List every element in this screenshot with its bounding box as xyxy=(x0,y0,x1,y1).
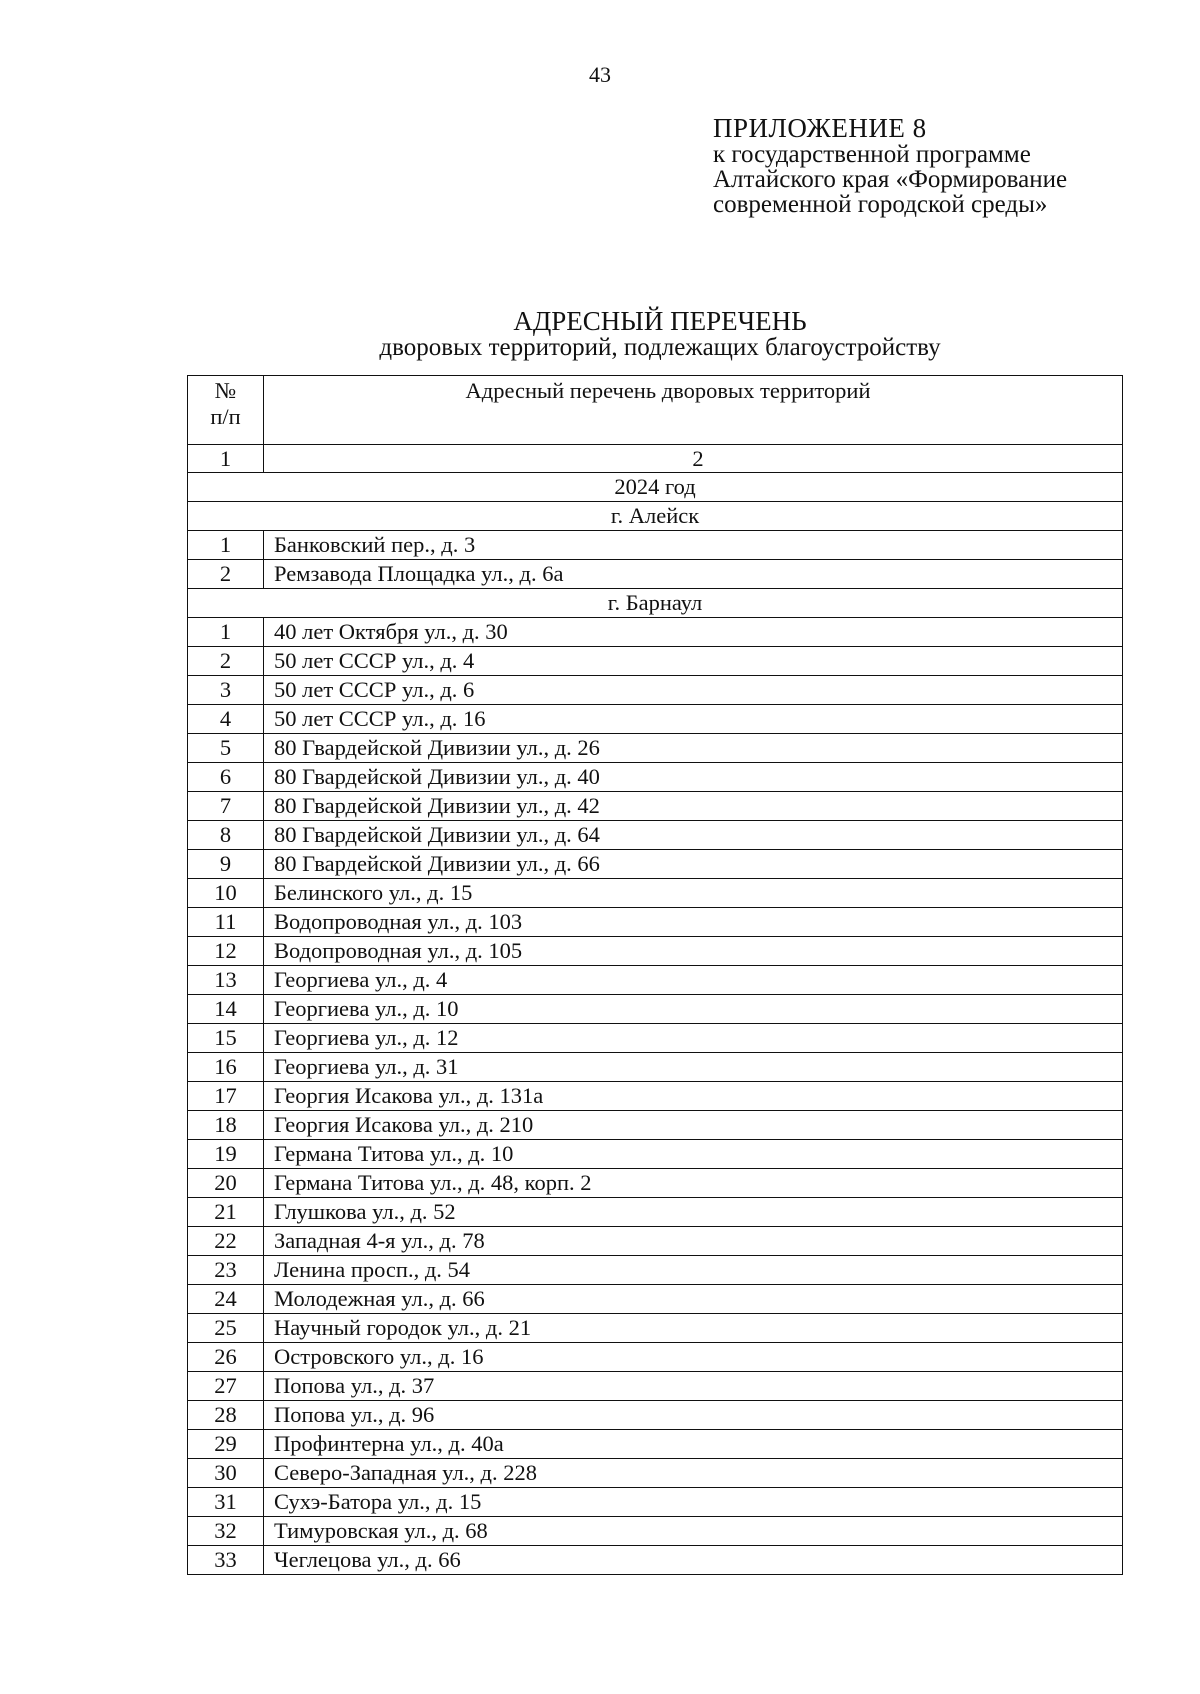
row-address: 80 Гвардейской Дивизии ул., д. 40 xyxy=(264,763,1123,792)
document-title: АДРЕСНЫЙ ПЕРЕЧЕНЬ xyxy=(513,306,807,336)
table-row xyxy=(188,1546,1123,1575)
row-address: Водопроводная ул., д. 103 xyxy=(264,908,1123,937)
row-address: Западная 4-я ул., д. 78 xyxy=(264,1227,1123,1256)
table-row xyxy=(188,1343,1123,1372)
row-address: Попова ул., д. 96 xyxy=(264,1401,1123,1430)
appendix-line: современной городской среды» xyxy=(713,191,1048,218)
row-number: 20 xyxy=(188,1169,264,1198)
table-row xyxy=(188,560,1123,589)
row-number: 2 xyxy=(188,647,264,676)
row-number: 9 xyxy=(188,850,264,879)
row-address: Молодежная ул., д. 66 xyxy=(264,1285,1123,1314)
row-number: 14 xyxy=(188,995,264,1024)
table-row xyxy=(188,1140,1123,1169)
year-label: 2024 год xyxy=(188,473,1123,502)
column-number-1: 1 xyxy=(188,445,264,473)
row-number: 15 xyxy=(188,1024,264,1053)
table-row xyxy=(188,1285,1123,1314)
table-row xyxy=(188,937,1123,966)
table-row xyxy=(188,618,1123,647)
row-number: 33 xyxy=(188,1546,264,1575)
row-address: Георгия Исакова ул., д. 131а xyxy=(264,1082,1123,1111)
table-row xyxy=(188,1372,1123,1401)
row-number: 1 xyxy=(188,531,264,560)
row-number: 4 xyxy=(188,705,264,734)
table-row xyxy=(188,1227,1123,1256)
row-number: 26 xyxy=(188,1343,264,1372)
table-row xyxy=(188,531,1123,560)
row-address: Научный городок ул., д. 21 xyxy=(264,1314,1123,1343)
table-row xyxy=(188,676,1123,705)
row-address: Попова ул., д. 37 xyxy=(264,1372,1123,1401)
row-address: Ленина просп., д. 54 xyxy=(264,1256,1123,1285)
row-address: 80 Гвардейской Дивизии ул., д. 26 xyxy=(264,734,1123,763)
table-row xyxy=(188,1517,1123,1546)
document-subtitle: дворовых территорий, подлежащих благоустройству xyxy=(379,334,941,361)
row-number: 22 xyxy=(188,1227,264,1256)
row-address: Сухэ-Батора ул., д. 15 xyxy=(264,1488,1123,1517)
row-address: 50 лет СССР ул., д. 16 xyxy=(264,705,1123,734)
appendix-block xyxy=(713,114,1183,217)
table-row xyxy=(188,1488,1123,1517)
table-header-row xyxy=(188,376,1123,445)
row-number: 27 xyxy=(188,1372,264,1401)
row-number: 21 xyxy=(188,1198,264,1227)
row-number: 6 xyxy=(188,763,264,792)
table-row xyxy=(188,734,1123,763)
row-address: Георгия Исакова ул., д. 210 xyxy=(264,1111,1123,1140)
row-address: Георгиева ул., д. 4 xyxy=(264,966,1123,995)
appendix-line: Алтайского края «Формирование xyxy=(713,166,1068,193)
appendix-title: ПРИЛОЖЕНИЕ 8 xyxy=(713,113,927,143)
row-number: 31 xyxy=(188,1488,264,1517)
row-address: Северо-Западная ул., д. 228 xyxy=(264,1459,1123,1488)
row-number: 32 xyxy=(188,1517,264,1546)
row-address: Белинского ул., д. 15 xyxy=(264,879,1123,908)
row-number: 29 xyxy=(188,1430,264,1459)
table-row xyxy=(188,1256,1123,1285)
row-address: Георгиева ул., д. 10 xyxy=(264,995,1123,1024)
table-row xyxy=(188,705,1123,734)
table-row xyxy=(188,1314,1123,1343)
table-row xyxy=(188,995,1123,1024)
row-address: 80 Гвардейской Дивизии ул., д. 42 xyxy=(264,792,1123,821)
row-number: 23 xyxy=(188,1256,264,1285)
address-table-body xyxy=(188,376,1123,1575)
row-address: Германа Титова ул., д. 48, корп. 2 xyxy=(264,1169,1123,1198)
row-address: Германа Титова ул., д. 10 xyxy=(264,1140,1123,1169)
row-address: Водопроводная ул., д. 105 xyxy=(264,937,1123,966)
column-header-number xyxy=(188,376,264,445)
row-number: 8 xyxy=(188,821,264,850)
row-address: Георгиева ул., д. 31 xyxy=(264,1053,1123,1082)
table-row xyxy=(188,821,1123,850)
row-number: 1 xyxy=(188,618,264,647)
page-number: 43 xyxy=(589,62,611,87)
row-address: Островского ул., д. 16 xyxy=(264,1343,1123,1372)
city-section-row xyxy=(188,502,1123,531)
table-row xyxy=(188,1198,1123,1227)
row-address: Ремзавода Площадка ул., д. 6а xyxy=(264,560,1123,589)
table-row xyxy=(188,908,1123,937)
city-section-row xyxy=(188,589,1123,618)
table-row xyxy=(188,1169,1123,1198)
row-number: 16 xyxy=(188,1053,264,1082)
table-row xyxy=(188,1459,1123,1488)
row-number: 10 xyxy=(188,879,264,908)
row-number: 5 xyxy=(188,734,264,763)
row-number: 17 xyxy=(188,1082,264,1111)
row-number: 19 xyxy=(188,1140,264,1169)
row-address: 40 лет Октября ул., д. 30 xyxy=(264,618,1123,647)
row-number: 13 xyxy=(188,966,264,995)
row-address: Георгиева ул., д. 12 xyxy=(264,1024,1123,1053)
row-number: 12 xyxy=(188,937,264,966)
table-row xyxy=(188,763,1123,792)
table-row xyxy=(188,647,1123,676)
row-address: Профинтерна ул., д. 40а xyxy=(264,1430,1123,1459)
row-address: 50 лет СССР ул., д. 4 xyxy=(264,647,1123,676)
row-number: 25 xyxy=(188,1314,264,1343)
appendix-line: к государственной программе xyxy=(713,141,1031,168)
table-row xyxy=(188,1111,1123,1140)
row-number: 24 xyxy=(188,1285,264,1314)
column-header-number-symbol: № xyxy=(214,378,237,403)
table-row xyxy=(188,1082,1123,1111)
row-address: Банковский пер., д. 3 xyxy=(264,531,1123,560)
row-address: Тимуровская ул., д. 68 xyxy=(264,1517,1123,1546)
column-header-address: Адресный перечень дворовых территорий xyxy=(264,376,1123,445)
table-row xyxy=(188,879,1123,908)
table-row xyxy=(188,792,1123,821)
row-number: 3 xyxy=(188,676,264,705)
row-address: 50 лет СССР ул., д. 6 xyxy=(264,676,1123,705)
row-number: 11 xyxy=(188,908,264,937)
table-row xyxy=(188,1053,1123,1082)
column-numbers-row xyxy=(188,445,1123,473)
row-address: Чеглецова ул., д. 66 xyxy=(264,1546,1123,1575)
row-number: 28 xyxy=(188,1401,264,1430)
table-row xyxy=(188,1430,1123,1459)
table-row xyxy=(188,850,1123,879)
column-number-2: 2 xyxy=(264,445,1123,473)
city-name: г. Барнаул xyxy=(188,589,1123,618)
city-name: г. Алейск xyxy=(188,502,1123,531)
row-number: 30 xyxy=(188,1459,264,1488)
table-row xyxy=(188,1401,1123,1430)
row-number: 2 xyxy=(188,560,264,589)
address-table xyxy=(187,375,1123,1575)
column-header-number-label: п/п xyxy=(210,404,241,429)
row-number: 18 xyxy=(188,1111,264,1140)
row-address: Глушкова ул., д. 52 xyxy=(264,1198,1123,1227)
year-row xyxy=(188,473,1123,502)
table-row xyxy=(188,966,1123,995)
row-address: 80 Гвардейской Дивизии ул., д. 64 xyxy=(264,821,1123,850)
row-number: 7 xyxy=(188,792,264,821)
table-row xyxy=(188,1024,1123,1053)
row-address: 80 Гвардейской Дивизии ул., д. 66 xyxy=(264,850,1123,879)
